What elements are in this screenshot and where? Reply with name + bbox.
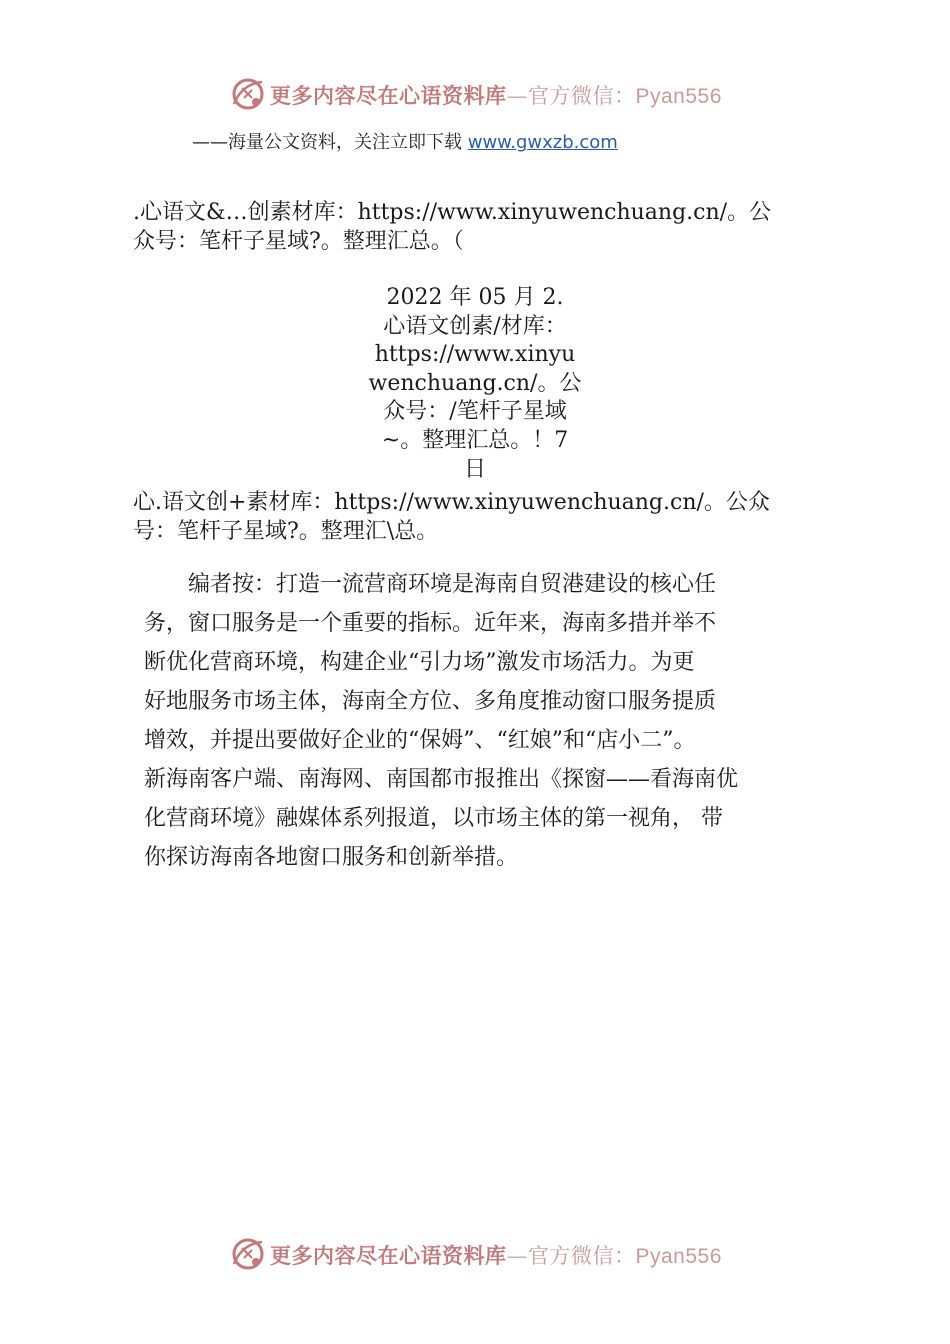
text-line: 心语文创素/材库： (383, 313, 567, 339)
watermark-block-1 (133, 198, 833, 256)
watermark-block-2 (133, 488, 833, 546)
banner-wechat-id: Pyan556 (635, 85, 722, 108)
paragraph-line: 断优化营商环境，构建企业“引力场”激发市场活力。为更 (144, 650, 695, 675)
date-block (352, 284, 598, 484)
header-banner (0, 70, 950, 118)
logo-icon (228, 74, 268, 114)
text-line: 众号：笔杆子星域?。整理汇总。（ (133, 229, 464, 254)
banner-text (270, 1240, 722, 1270)
editor-note-paragraph (144, 565, 804, 877)
download-notice (192, 128, 618, 154)
paragraph-line: 化营商环境》融媒体系列报道，以市场主体的第一视角， 带 (144, 806, 723, 831)
banner-main-text: 更多内容尽在心语资料库 (270, 84, 507, 108)
text-line: 众号：/笔杆子星域 (383, 399, 567, 425)
text-line: ~。整理汇总。！7 (381, 427, 569, 453)
banner-wechat-label: 官方微信： (528, 84, 636, 108)
text-line: wenchuang.cn/。公 (368, 370, 582, 396)
text-line: 日 (463, 456, 486, 482)
paragraph-line: 编者按：打造一流营商环境是海南自贸港建设的核心任 (188, 572, 717, 597)
text-line: 2022 年 05 月 2. (386, 285, 564, 310)
logo-icon (228, 1234, 268, 1274)
banner-dash: — (506, 84, 528, 108)
paragraph-line: 好地服务市场主体，海南全方位、多角度推动窗口服务提质 (144, 689, 717, 714)
paragraph-line: 增效，并提出要做好企业的“保姆”、“红娘”和“店小二”。 (144, 728, 696, 753)
banner-dash: — (506, 1244, 528, 1268)
banner-wechat-id: Pyan556 (635, 1245, 722, 1268)
footer-banner (0, 1230, 950, 1278)
download-notice-text: ——海量公文资料，关注立即下载 (192, 132, 468, 153)
text-line: 号：笔杆子星域?。整理汇\总。 (133, 519, 439, 544)
text-line: https://www.xinyu (374, 342, 576, 368)
banner-wechat-label: 官方微信： (528, 1244, 636, 1268)
paragraph-line: 务，窗口服务是一个重要的指标。近年来，海南多措并举不 (144, 611, 717, 636)
download-link[interactable]: www.gwxzb.com (467, 132, 618, 153)
text-line: 心.语文创+素材库：https://www.xinyuwenchuang.cn/。公众 (133, 490, 770, 515)
paragraph-line: 新海南客户端、南海网、南国都市报推出《探窗——看海南优 (144, 767, 739, 792)
banner-text (270, 80, 722, 110)
text-line: .心语文&…创素材库：https://www.xinyuwenchuang.cn/。公 (133, 200, 772, 225)
paragraph-line: 你探访海南各地窗口服务和创新举措。 (144, 845, 519, 870)
banner-main-text: 更多内容尽在心语资料库 (270, 1244, 507, 1268)
